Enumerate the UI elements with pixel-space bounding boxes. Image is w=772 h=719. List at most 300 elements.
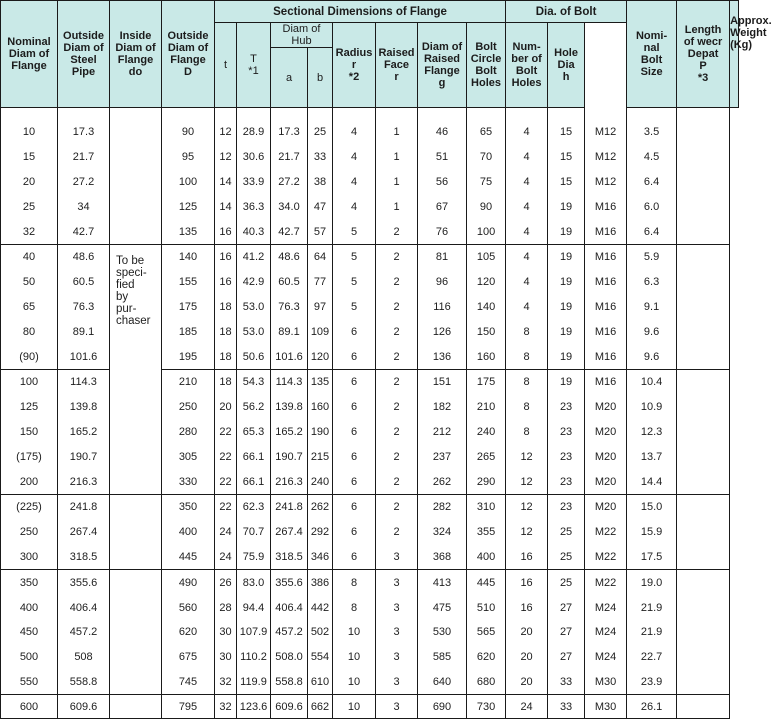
cell-radius: 6 bbox=[333, 545, 376, 570]
cell-bolt-circle: 105 bbox=[467, 244, 506, 269]
cell-t: 32 bbox=[215, 670, 237, 695]
table-row bbox=[1, 545, 739, 570]
cell-nominal-diam: 600 bbox=[1, 695, 58, 719]
cell-bolt-circle: 730 bbox=[467, 695, 506, 719]
cell-t: 16 bbox=[215, 244, 237, 269]
table-row bbox=[1, 145, 739, 170]
cell-radius: 5 bbox=[333, 270, 376, 295]
cell-inside-diam bbox=[110, 395, 162, 420]
cell-num-bolt-holes: 8 bbox=[506, 420, 548, 445]
cell-hub-a: 27.2 bbox=[271, 170, 308, 195]
cell-radius: 6 bbox=[333, 494, 376, 519]
cell-hole-dia: 15 bbox=[548, 120, 585, 145]
cell-diam-raised-flange: 262 bbox=[418, 469, 467, 494]
cell-num-bolt-holes: 4 bbox=[506, 270, 548, 295]
cell-outside-diam-flange: 490 bbox=[162, 570, 215, 595]
header-hole-dia: Hole Dia h bbox=[548, 23, 585, 108]
cell-outside-diam-pipe: 216.3 bbox=[58, 469, 110, 494]
cell-nominal-diam: (225) bbox=[1, 494, 58, 519]
cell-approx-weight bbox=[677, 670, 730, 695]
cell-hole-dia: 23 bbox=[548, 420, 585, 445]
cell-outside-diam-flange: 125 bbox=[162, 194, 215, 219]
cell-bolt-circle: 510 bbox=[467, 595, 506, 620]
cell-inside-diam bbox=[110, 369, 162, 394]
header-diam-raised-flange: Diam of Raised Flange g bbox=[418, 23, 467, 108]
cell-hole-dia: 23 bbox=[548, 494, 585, 519]
cell-length: 6.3 bbox=[627, 270, 677, 295]
header-sectional-dimensions: Sectional Dimensions of Flange bbox=[215, 1, 506, 23]
cell-hole-dia: 19 bbox=[548, 194, 585, 219]
cell-num-bolt-holes: 4 bbox=[506, 194, 548, 219]
cell-approx-weight bbox=[677, 344, 730, 369]
cell-nominal-diam: 100 bbox=[1, 369, 58, 394]
cell-nominal-diam: 20 bbox=[1, 170, 58, 195]
cell-diam-raised-flange: 151 bbox=[418, 369, 467, 394]
cell-t: 22 bbox=[215, 444, 237, 469]
cell-raised-face: 2 bbox=[376, 319, 418, 344]
table-row bbox=[1, 570, 739, 595]
cell-radius: 5 bbox=[333, 244, 376, 269]
cell-raised-face: 2 bbox=[376, 469, 418, 494]
cell-length: 10.9 bbox=[627, 395, 677, 420]
cell-hub-b: 47 bbox=[308, 194, 333, 219]
cell-approx-weight bbox=[677, 395, 730, 420]
cell-hub-a: 216.3 bbox=[271, 469, 308, 494]
cell-diam-raised-flange: 690 bbox=[418, 695, 467, 719]
cell-nominal-diam: (175) bbox=[1, 444, 58, 469]
cell-bolt-size: M16 bbox=[585, 369, 627, 394]
cell-outside-diam-flange: 250 bbox=[162, 395, 215, 420]
cell-raised-face: 2 bbox=[376, 420, 418, 445]
cell-diam-raised-flange: 237 bbox=[418, 444, 467, 469]
cell-outside-diam-pipe: 42.7 bbox=[58, 219, 110, 244]
cell-bolt-circle: 65 bbox=[467, 120, 506, 145]
cell-T: 33.9 bbox=[237, 170, 271, 195]
cell-outside-diam-flange: 100 bbox=[162, 170, 215, 195]
cell-bolt-size: M20 bbox=[585, 395, 627, 420]
cell-nominal-diam: 50 bbox=[1, 270, 58, 295]
cell-radius: 6 bbox=[333, 469, 376, 494]
cell-bolt-circle: 100 bbox=[467, 219, 506, 244]
cell-outside-diam-pipe: 76.3 bbox=[58, 295, 110, 320]
cell-hole-dia: 19 bbox=[548, 344, 585, 369]
cell-nominal-diam: 10 bbox=[1, 120, 58, 145]
cell-num-bolt-holes: 16 bbox=[506, 595, 548, 620]
cell-bolt-size: M24 bbox=[585, 620, 627, 645]
cell-hub-a: 406.4 bbox=[271, 595, 308, 620]
cell-outside-diam-flange: 745 bbox=[162, 670, 215, 695]
cell-raised-face: 3 bbox=[376, 620, 418, 645]
cell-nominal-diam: 40 bbox=[1, 244, 58, 269]
cell-hub-b: 135 bbox=[308, 369, 333, 394]
cell-num-bolt-holes: 4 bbox=[506, 120, 548, 145]
cell-outside-diam-flange: 95 bbox=[162, 145, 215, 170]
cell-t: 18 bbox=[215, 295, 237, 320]
cell-outside-diam-pipe: 34 bbox=[58, 194, 110, 219]
cell-nominal-diam: 300 bbox=[1, 545, 58, 570]
cell-radius: 8 bbox=[333, 595, 376, 620]
cell-hub-b: 502 bbox=[308, 620, 333, 645]
cell-hub-b: 215 bbox=[308, 444, 333, 469]
table-row bbox=[1, 219, 739, 244]
cell-T: 50.6 bbox=[237, 344, 271, 369]
cell-approx-weight bbox=[677, 494, 730, 519]
cell-length: 6.4 bbox=[627, 219, 677, 244]
table-body bbox=[1, 108, 739, 719]
cell-length: 4.5 bbox=[627, 145, 677, 170]
cell-hub-b: 57 bbox=[308, 219, 333, 244]
cell-outside-diam-flange: 280 bbox=[162, 420, 215, 445]
table-row bbox=[1, 420, 739, 445]
cell-bolt-size: M24 bbox=[585, 595, 627, 620]
cell-raised-face: 2 bbox=[376, 369, 418, 394]
cell-bolt-circle: 150 bbox=[467, 319, 506, 344]
cell-outside-diam-flange: 330 bbox=[162, 469, 215, 494]
cell-hole-dia: 25 bbox=[548, 545, 585, 570]
cell-bolt-size: M20 bbox=[585, 444, 627, 469]
cell-raised-face: 2 bbox=[376, 494, 418, 519]
cell-outside-diam-pipe: 355.6 bbox=[58, 570, 110, 595]
header-inside-diam: Inside Diam of Flange do bbox=[110, 1, 162, 108]
cell-bolt-circle: 620 bbox=[467, 645, 506, 670]
cell-outside-diam-pipe: 457.2 bbox=[58, 620, 110, 645]
cell-approx-weight bbox=[677, 369, 730, 394]
cell-bolt-circle: 290 bbox=[467, 469, 506, 494]
header-approx-weight: Approx. Weight (Kg) bbox=[730, 1, 739, 108]
cell-raised-face: 3 bbox=[376, 645, 418, 670]
cell-hole-dia: 25 bbox=[548, 570, 585, 595]
cell-hub-a: 17.3 bbox=[271, 120, 308, 145]
cell-outside-diam-flange: 185 bbox=[162, 319, 215, 344]
cell-radius: 10 bbox=[333, 670, 376, 695]
cell-inside-diam bbox=[110, 194, 162, 219]
cell-outside-diam-pipe: 89.1 bbox=[58, 319, 110, 344]
cell-approx-weight bbox=[677, 620, 730, 645]
cell-hub-a: 165.2 bbox=[271, 420, 308, 445]
cell-hub-b: 33 bbox=[308, 145, 333, 170]
cell-raised-face: 2 bbox=[376, 270, 418, 295]
cell-bolt-circle: 120 bbox=[467, 270, 506, 295]
cell-bolt-size: M20 bbox=[585, 469, 627, 494]
cell-approx-weight bbox=[677, 244, 730, 269]
cell-hole-dia: 23 bbox=[548, 469, 585, 494]
cell-nominal-diam: 200 bbox=[1, 469, 58, 494]
cell-hole-dia: 23 bbox=[548, 395, 585, 420]
cell-length: 15.0 bbox=[627, 494, 677, 519]
cell-inside-diam bbox=[110, 444, 162, 469]
cell-T: 53.0 bbox=[237, 295, 271, 320]
cell-raised-face: 2 bbox=[376, 395, 418, 420]
cell-hole-dia: 33 bbox=[548, 695, 585, 719]
header-diam-of-hub: Diam of Hub bbox=[271, 23, 333, 48]
inside-diam-note-text: To be speci- fied by pur- chaser bbox=[116, 254, 151, 327]
cell-bolt-size: M30 bbox=[585, 670, 627, 695]
cell-bolt-size: M12 bbox=[585, 170, 627, 195]
cell-radius: 6 bbox=[333, 319, 376, 344]
cell-radius: 6 bbox=[333, 344, 376, 369]
table-row bbox=[1, 369, 739, 394]
cell-t: 12 bbox=[215, 145, 237, 170]
cell-hub-a: 267.4 bbox=[271, 520, 308, 545]
table-row bbox=[1, 595, 739, 620]
cell-hub-a: 609.6 bbox=[271, 695, 308, 719]
cell-T: 28.9 bbox=[237, 120, 271, 145]
table-row bbox=[1, 395, 739, 420]
cell-t: 22 bbox=[215, 494, 237, 519]
cell-hub-a: 355.6 bbox=[271, 570, 308, 595]
cell-hub-b: 662 bbox=[308, 695, 333, 719]
cell-T: 119.9 bbox=[237, 670, 271, 695]
cell-t: 14 bbox=[215, 170, 237, 195]
cell-hub-a: 114.3 bbox=[271, 369, 308, 394]
cell-hole-dia: 19 bbox=[548, 319, 585, 344]
cell-t: 18 bbox=[215, 344, 237, 369]
cell-hub-b: 386 bbox=[308, 570, 333, 595]
cell-nominal-diam: 125 bbox=[1, 395, 58, 420]
cell-outside-diam-flange: 620 bbox=[162, 620, 215, 645]
cell-radius: 10 bbox=[333, 695, 376, 719]
cell-bolt-size: M24 bbox=[585, 645, 627, 670]
cell-raised-face: 3 bbox=[376, 695, 418, 719]
cell-nominal-diam: 450 bbox=[1, 620, 58, 645]
cell-raised-face: 1 bbox=[376, 170, 418, 195]
cell-diam-raised-flange: 96 bbox=[418, 270, 467, 295]
cell-approx-weight bbox=[677, 545, 730, 570]
header-T: T *1 bbox=[237, 23, 271, 108]
cell-raised-face: 2 bbox=[376, 219, 418, 244]
cell-length: 9.6 bbox=[627, 344, 677, 369]
header-length: Length of wecr Depat P *3 bbox=[677, 1, 730, 108]
cell-length: 15.9 bbox=[627, 520, 677, 545]
cell-hub-a: 139.8 bbox=[271, 395, 308, 420]
cell-t: 20 bbox=[215, 395, 237, 420]
cell-hub-b: 120 bbox=[308, 344, 333, 369]
cell-outside-diam-flange: 140 bbox=[162, 244, 215, 269]
cell-diam-raised-flange: 585 bbox=[418, 645, 467, 670]
header-outside-diam-flange: Outside Diam of Flange D bbox=[162, 1, 215, 108]
cell-radius: 5 bbox=[333, 295, 376, 320]
cell-diam-raised-flange: 413 bbox=[418, 570, 467, 595]
cell-t: 14 bbox=[215, 194, 237, 219]
cell-length: 6.0 bbox=[627, 194, 677, 219]
cell-outside-diam-pipe: 17.3 bbox=[58, 120, 110, 145]
cell-bolt-size: M16 bbox=[585, 270, 627, 295]
cell-outside-diam-pipe: 114.3 bbox=[58, 369, 110, 394]
cell-hub-a: 558.8 bbox=[271, 670, 308, 695]
cell-hole-dia: 19 bbox=[548, 369, 585, 394]
cell-bolt-circle: 70 bbox=[467, 145, 506, 170]
cell-bolt-size: M22 bbox=[585, 570, 627, 595]
cell-approx-weight bbox=[677, 570, 730, 595]
cell-hub-b: 240 bbox=[308, 469, 333, 494]
cell-raised-face: 2 bbox=[376, 344, 418, 369]
cell-length: 12.3 bbox=[627, 420, 677, 445]
cell-t: 18 bbox=[215, 369, 237, 394]
cell-inside-diam bbox=[110, 420, 162, 445]
cell-hole-dia: 19 bbox=[548, 219, 585, 244]
cell-raised-face: 1 bbox=[376, 194, 418, 219]
cell-inside-diam bbox=[110, 645, 162, 670]
header-hub-a: a bbox=[271, 48, 308, 108]
cell-hub-b: 262 bbox=[308, 494, 333, 519]
cell-nominal-diam: 250 bbox=[1, 520, 58, 545]
cell-t: 32 bbox=[215, 695, 237, 719]
cell-outside-diam-pipe: 190.7 bbox=[58, 444, 110, 469]
cell-outside-diam-flange: 675 bbox=[162, 645, 215, 670]
cell-radius: 6 bbox=[333, 444, 376, 469]
cell-approx-weight bbox=[677, 444, 730, 469]
cell-length: 19.0 bbox=[627, 570, 677, 595]
cell-hole-dia: 27 bbox=[548, 595, 585, 620]
cell-raised-face: 1 bbox=[376, 120, 418, 145]
cell-bolt-size: M30 bbox=[585, 695, 627, 719]
cell-outside-diam-pipe: 241.8 bbox=[58, 494, 110, 519]
cell-t: 24 bbox=[215, 520, 237, 545]
cell-hub-b: 97 bbox=[308, 295, 333, 320]
cell-radius: 10 bbox=[333, 620, 376, 645]
table-row bbox=[1, 469, 739, 494]
cell-hole-dia: 27 bbox=[548, 620, 585, 645]
cell-approx-weight bbox=[677, 319, 730, 344]
cell-outside-diam-pipe: 101.6 bbox=[58, 344, 110, 369]
cell-inside-diam bbox=[110, 595, 162, 620]
cell-outside-diam-flange: 445 bbox=[162, 545, 215, 570]
cell-nominal-diam: 32 bbox=[1, 219, 58, 244]
cell-nominal-diam: 25 bbox=[1, 194, 58, 219]
cell-t: 12 bbox=[215, 120, 237, 145]
cell-length: 22.7 bbox=[627, 645, 677, 670]
cell-radius: 4 bbox=[333, 145, 376, 170]
cell-diam-raised-flange: 324 bbox=[418, 520, 467, 545]
cell-length: 9.1 bbox=[627, 295, 677, 320]
cell-T: 62.3 bbox=[237, 494, 271, 519]
cell-inside-diam bbox=[110, 670, 162, 695]
cell-hub-b: 25 bbox=[308, 120, 333, 145]
cell-diam-raised-flange: 475 bbox=[418, 595, 467, 620]
cell-hub-a: 60.5 bbox=[271, 270, 308, 295]
cell-num-bolt-holes: 16 bbox=[506, 570, 548, 595]
cell-inside-diam bbox=[110, 219, 162, 244]
cell-diam-raised-flange: 182 bbox=[418, 395, 467, 420]
cell-T: 66.1 bbox=[237, 444, 271, 469]
cell-t: 24 bbox=[215, 545, 237, 570]
cell-bolt-size: M16 bbox=[585, 219, 627, 244]
cell-inside-diam bbox=[110, 695, 162, 719]
cell-num-bolt-holes: 8 bbox=[506, 344, 548, 369]
cell-bolt-circle: 240 bbox=[467, 420, 506, 445]
cell-t: 22 bbox=[215, 420, 237, 445]
cell-T: 36.3 bbox=[237, 194, 271, 219]
cell-approx-weight bbox=[677, 120, 730, 145]
cell-diam-raised-flange: 81 bbox=[418, 244, 467, 269]
cell-hub-a: 34.0 bbox=[271, 194, 308, 219]
cell-diam-raised-flange: 640 bbox=[418, 670, 467, 695]
header-hub-b: b bbox=[308, 48, 333, 108]
cell-raised-face: 2 bbox=[376, 520, 418, 545]
cell-hole-dia: 25 bbox=[548, 520, 585, 545]
cell-nominal-diam: 550 bbox=[1, 670, 58, 695]
cell-num-bolt-holes: 12 bbox=[506, 494, 548, 519]
cell-t: 28 bbox=[215, 595, 237, 620]
cell-bolt-circle: 265 bbox=[467, 444, 506, 469]
cell-inside-diam bbox=[110, 170, 162, 195]
cell-T: 40.3 bbox=[237, 219, 271, 244]
cell-t: 18 bbox=[215, 319, 237, 344]
header-dia-of-bolt: Dia. of Bolt bbox=[506, 1, 627, 23]
cell-raised-face: 3 bbox=[376, 595, 418, 620]
cell-outside-diam-flange: 155 bbox=[162, 270, 215, 295]
cell-outside-diam-pipe: 60.5 bbox=[58, 270, 110, 295]
cell-diam-raised-flange: 116 bbox=[418, 295, 467, 320]
cell-approx-weight bbox=[677, 270, 730, 295]
cell-bolt-circle: 160 bbox=[467, 344, 506, 369]
cell-hub-b: 442 bbox=[308, 595, 333, 620]
cell-t: 30 bbox=[215, 645, 237, 670]
cell-length: 17.5 bbox=[627, 545, 677, 570]
spacer-row bbox=[1, 108, 739, 121]
cell-T: 66.1 bbox=[237, 469, 271, 494]
cell-bolt-size: M20 bbox=[585, 420, 627, 445]
cell-outside-diam-flange: 560 bbox=[162, 595, 215, 620]
cell-hub-b: 346 bbox=[308, 545, 333, 570]
cell-diam-raised-flange: 67 bbox=[418, 194, 467, 219]
cell-approx-weight bbox=[677, 170, 730, 195]
cell-bolt-size: M12 bbox=[585, 120, 627, 145]
cell-approx-weight bbox=[677, 695, 730, 719]
cell-T: 123.6 bbox=[237, 695, 271, 719]
cell-hub-a: 21.7 bbox=[271, 145, 308, 170]
cell-nominal-diam: (90) bbox=[1, 344, 58, 369]
cell-hub-a: 318.5 bbox=[271, 545, 308, 570]
cell-t: 16 bbox=[215, 270, 237, 295]
cell-num-bolt-holes: 12 bbox=[506, 520, 548, 545]
cell-num-bolt-holes: 4 bbox=[506, 295, 548, 320]
cell-outside-diam-pipe: 21.7 bbox=[58, 145, 110, 170]
cell-bolt-circle: 445 bbox=[467, 570, 506, 595]
cell-diam-raised-flange: 136 bbox=[418, 344, 467, 369]
cell-num-bolt-holes: 16 bbox=[506, 545, 548, 570]
cell-approx-weight bbox=[677, 469, 730, 494]
cell-inside-diam bbox=[110, 570, 162, 595]
cell-length: 13.7 bbox=[627, 444, 677, 469]
cell-raised-face: 1 bbox=[376, 145, 418, 170]
cell-inside-diam bbox=[110, 145, 162, 170]
table-row bbox=[1, 244, 739, 269]
cell-inside-diam bbox=[110, 545, 162, 570]
cell-approx-weight bbox=[677, 145, 730, 170]
cell-num-bolt-holes: 20 bbox=[506, 645, 548, 670]
cell-num-bolt-holes: 4 bbox=[506, 219, 548, 244]
cell-outside-diam-flange: 90 bbox=[162, 120, 215, 145]
cell-hub-a: 190.7 bbox=[271, 444, 308, 469]
cell-outside-diam-flange: 135 bbox=[162, 219, 215, 244]
inside-diam-note bbox=[110, 244, 162, 369]
cell-radius: 8 bbox=[333, 570, 376, 595]
cell-outside-diam-flange: 305 bbox=[162, 444, 215, 469]
cell-length: 3.5 bbox=[627, 120, 677, 145]
cell-length: 21.9 bbox=[627, 595, 677, 620]
cell-hub-b: 554 bbox=[308, 645, 333, 670]
cell-inside-diam bbox=[110, 520, 162, 545]
cell-hub-b: 190 bbox=[308, 420, 333, 445]
cell-outside-diam-pipe: 318.5 bbox=[58, 545, 110, 570]
cell-raised-face: 3 bbox=[376, 570, 418, 595]
cell-num-bolt-holes: 12 bbox=[506, 469, 548, 494]
cell-num-bolt-holes: 8 bbox=[506, 369, 548, 394]
cell-length: 5.9 bbox=[627, 244, 677, 269]
cell-outside-diam-pipe: 508 bbox=[58, 645, 110, 670]
table-row bbox=[1, 120, 739, 145]
